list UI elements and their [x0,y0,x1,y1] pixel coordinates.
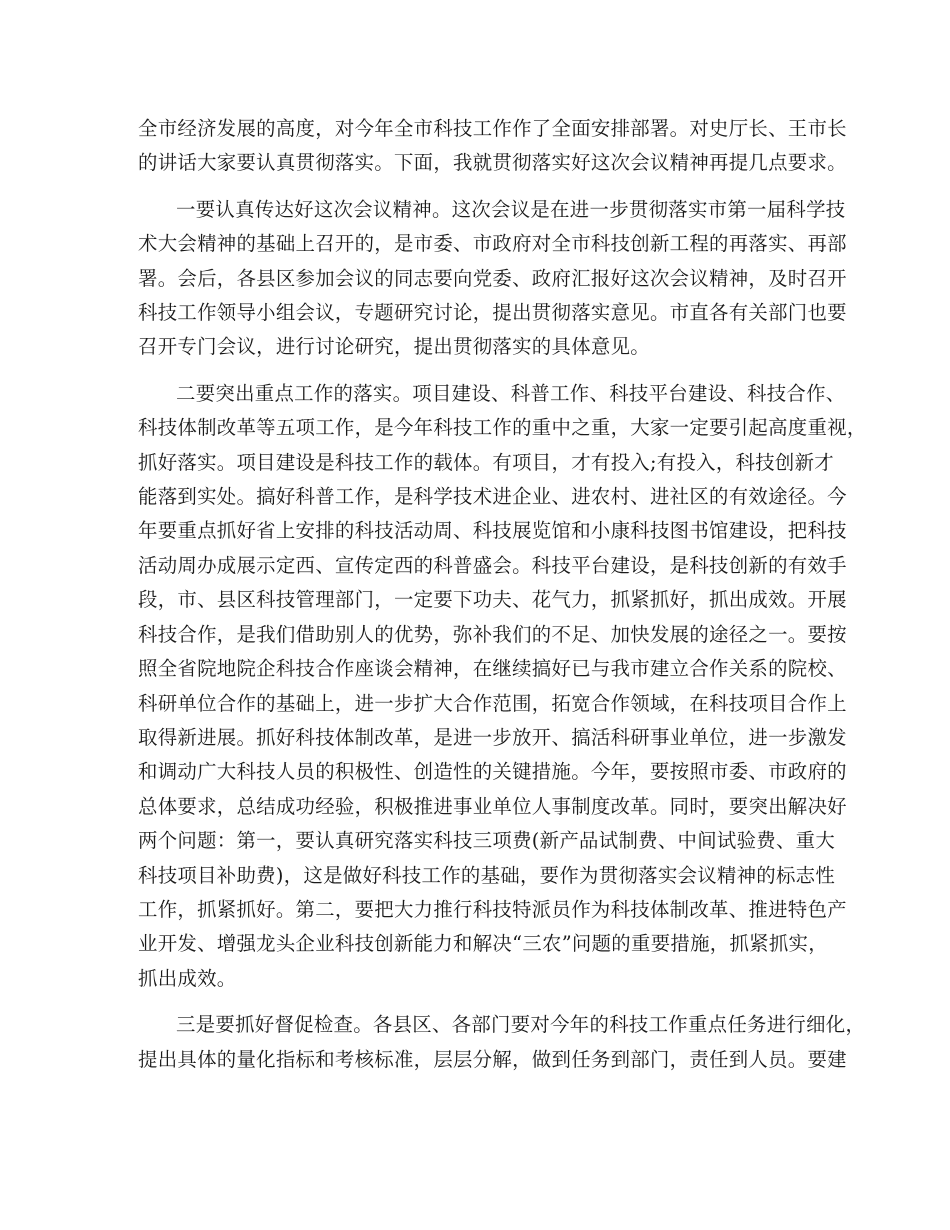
text-line: 取得新进展。抓好科技体制改革，是进一步放开、搞活科研事业单位，进一步激发 [138,725,847,749]
text-line: 术大会精神的基础上召开的，是市委、市政府对全市科技创新工程的再落实、再部 [138,232,847,256]
text-line: 提出具体的量化指标和考核标准，层层分解，做到任务到部门，责任到人员。要建 [138,1047,847,1071]
text-line: 业开发、增强龙头企业科技创新能力和解决“三农”问题的重要措施，抓紧抓实， [138,932,828,956]
text-line: 的讲话大家要认真贯彻落实。下面，我就贯彻落实好这次会议精神再提几点要求。 [138,151,847,175]
text-line: 科技工作领导小组会议，专题研究讨论，提出贯彻落实意见。市直各有关部门也要 [138,301,847,325]
text-line: 一要认真传达好这次会议精神。这次会议是在进一步贯彻落实市第一届科学技 [176,197,846,221]
text-line: 召开专门会议，进行讨论研究，提出贯彻落实的具体意见。 [138,335,650,359]
text-line: 二要突出重点工作的落实。项目建设、科普工作、科技平台建设、科技合作、 [176,381,846,405]
text-line: 段，市、县区科技管理部门，一定要下功夫、花气力，抓紧抓好，抓出成效。开展 [138,588,847,612]
text-line: 和调动广大科技人员的积极性、创造性的关键措施。今年，要按照市委、市政府的 [138,760,847,784]
text-line: 两个问题：第一，要认真研究落实科技三项费(新产品试制费、中间试验费、重大 [138,829,836,853]
text-line: 抓出成效。 [138,966,237,990]
text-line: 抓好落实。项目建设是科技工作的载体。有项目，才有投入;有投入，科技创新才 [138,450,835,474]
text-line: 科技项目补助费)，这是做好科技工作的基础，要作为贯彻落实会议精神的标志性 [138,863,836,887]
paragraph [138,193,847,365]
paragraph [138,112,847,181]
text-line: 活动周办成展示定西、宣传定西的科普盛会。科技平台建设，是科技创新的有效手 [138,553,847,577]
text-line: 三是要抓好督促检查。各县区、各部门要对今年的科技工作重点任务进行细化， [176,1013,866,1037]
text-line: 总体要求，总结成功经验，积极推进事业单位人事制度改革。同时，要突出解决好 [138,794,847,818]
text-line: 署。会后，各县区参加会议的同志要向党委、政府汇报好这次会议精神，及时召开 [138,266,847,290]
paragraph [138,1008,866,1077]
text-line: 科研单位合作的基础上，进一步扩大合作范围，拓宽合作领域，在科技项目合作上 [138,691,847,715]
text-line: 全市经济发展的高度，对今年全市科技工作作了全面安排部署。对史厅长、王市长 [138,117,847,140]
text-line: 照全省院地院企科技合作座谈会精神，在继续搞好已与我市建立合作关系的院校、 [138,657,847,681]
text-line: 科技合作，是我们借助别人的优势，弥补我们的不足、加快发展的途径之一。要按 [138,622,847,646]
text-line: 科技体制改革等五项工作，是今年科技工作的重中之重，大家一定要引起高度重视， [138,416,867,440]
document-body [138,112,867,1077]
paragraph [138,377,867,996]
text-line: 能落到实处。搞好科普工作，是科学技术进企业、进农村、进社区的有效途径。今 [138,485,847,509]
text-line: 年要重点抓好省上安排的科技活动周、科技展览馆和小康科技图书馆建设，把科技 [138,519,847,543]
text-line: 工作，抓紧抓好。第二，要把大力推行科技特派员作为科技体制改革、推进特色产 [138,897,847,921]
